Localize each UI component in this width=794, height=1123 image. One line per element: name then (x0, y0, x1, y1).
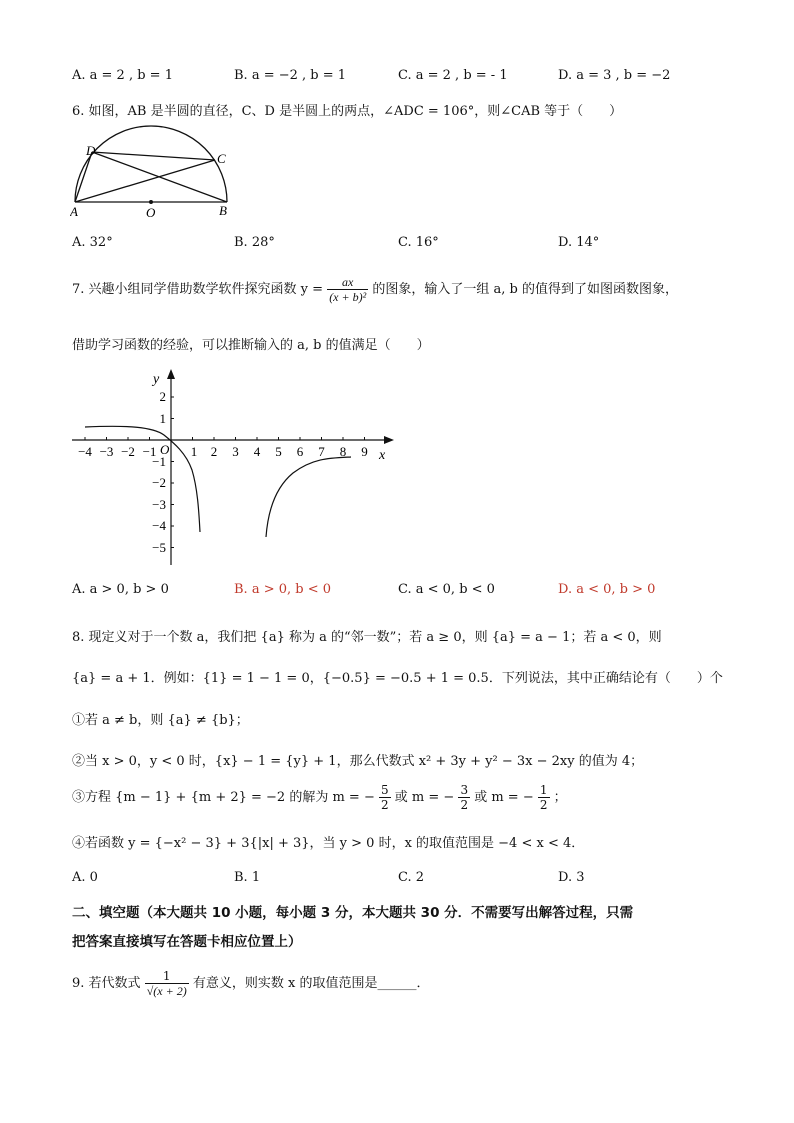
curve-right-branch (266, 457, 351, 537)
q7-stem (72, 272, 678, 308)
q6-semicircle-figure (70, 122, 240, 220)
q7-function-fraction (327, 275, 368, 304)
x-tick-label: 1 (190, 444, 198, 459)
x-tick-label: 8 (339, 444, 347, 459)
q7-option-a: A. a > 0, b > 0 (72, 582, 169, 597)
x-tick-label: 7 (318, 444, 325, 459)
q8-item3-mid1: 或 m = − (394, 790, 455, 805)
y-tick-label: −3 (152, 497, 166, 512)
fraction (458, 783, 470, 812)
frac-num: 5 (381, 783, 389, 797)
x-tick-label: −1 (142, 444, 157, 459)
q6-option-c: C. 16° (398, 235, 439, 250)
q5-option-a: A. a = 2 , b = 1 (72, 68, 173, 83)
y-tick-label: −1 (152, 454, 166, 469)
x-tick-label: 2 (210, 444, 218, 459)
frac-num: 1 (539, 783, 548, 797)
y-tick-label: 2 (159, 389, 166, 404)
q8-option-c: C. 2 (398, 870, 425, 885)
label-d: D (86, 143, 96, 158)
y-tick-label: −4 (152, 518, 166, 533)
frac-num: 1 (145, 969, 189, 984)
y-tick-label: 1 (159, 411, 166, 426)
q6-option-d: D. 14° (558, 235, 600, 250)
frac-num: 3 (460, 783, 469, 797)
q8-option-d: D. 3 (558, 870, 585, 885)
q7-option-c: C. a < 0, b < 0 (398, 582, 495, 597)
q7-stem-prefix: 7. 兴趣小组同学借助数学软件探究函数 y = (72, 282, 324, 297)
q5-option-d: D. a = 3 , b = −2 (558, 68, 671, 83)
label-b: B (219, 203, 227, 218)
q8-item3-mid2: 或 m = − (474, 790, 534, 805)
q7-frac-num: ax (327, 275, 368, 290)
q7-stem-suffix: 的图象，输入了一组 a, b 的值得到了如图函数图象， (372, 282, 678, 297)
curve-left-branch (85, 426, 200, 532)
x-tick-label: 3 (232, 444, 239, 459)
q6-stem: 6. 如图，AB 是半圆的直径，C、D 是半圆上的两点，∠ADC = 106°，则∠CAB 等于（ ） (72, 104, 623, 119)
q9-suffix: 有意义，则实数 x 的取值范围是______． (192, 976, 430, 991)
q8-item4: ④若函数 y = {−x² − 3} + 3{|x| + 3}，当 y > 0 时，x 的取值范围是 −4 < x < 4． (72, 836, 585, 851)
q8-item3-end: ； (553, 790, 567, 805)
q8-option-a: A. 0 (72, 870, 98, 885)
x-tick-label: 4 (253, 444, 261, 459)
q6-option-a: A. 32° (72, 235, 113, 250)
q8-option-b: B. 1 (234, 870, 261, 885)
q8-item2: ②当 x > 0，y < 0 时，{x} − 1 = {y} + 1，那么代数式 x² + 3y + y² − 3x − 2xy 的值为 4； (72, 754, 644, 769)
frac-den: √(x + 2) (146, 984, 187, 998)
origin-label: O (160, 442, 170, 457)
frac-den: 2 (460, 798, 469, 812)
q6-option-b: B. 28° (234, 235, 275, 250)
q7-option-d: D. a < 0, b > 0 (558, 582, 656, 597)
q5-option-b: B. a = −2 , b = 1 (234, 68, 347, 83)
x-tick-label: 9 (361, 444, 368, 459)
q7-option-b: B. a > 0, b < 0 (234, 582, 332, 597)
x-axis-label: x (379, 448, 386, 463)
x-tick-label: −2 (121, 444, 135, 459)
y-tick-label: −2 (152, 475, 166, 490)
section2-heading-line2: 把答案直接填写在答题卡相应位置上） (72, 934, 302, 950)
x-tick-label: −4 (78, 444, 92, 459)
q9-stem (72, 966, 429, 1002)
x-tick-label: 6 (296, 444, 304, 459)
label-o: O (146, 205, 156, 220)
q7-stem-line2: 借助学习函数的经验，可以推断输入的 a, b 的值满足（ ） (72, 338, 430, 353)
q9-prefix: 9. 若代数式 (72, 976, 141, 991)
q8-line2: {a} = a + 1．例如：{1} = 1 − 1 = 0，{−0.5} = −0.5 + 1 = 0.5．下列说法，其中正确结论有（ ）个 (72, 671, 723, 686)
frac-den: 2 (539, 798, 548, 812)
q5-option-c: C. a = 2 , b = - 1 (398, 68, 508, 83)
label-a: A (70, 204, 78, 219)
q7-frac-den: (x + b)² (329, 290, 367, 304)
x-tick-label: −3 (99, 444, 114, 459)
q8-item3-prefix: ③方程 {m − 1} + {m + 2} = −2 的解为 m = − (72, 790, 375, 805)
q8-item1: ①若 a ≠ b，则 {a} ≠ {b}； (72, 713, 249, 728)
fraction (538, 783, 550, 812)
q8-item3 (72, 780, 567, 816)
q9-fraction (145, 969, 189, 998)
q8-line1: 8. 现定义对于一个数 a，我们把 {a} 称为 a 的“邻一数”；若 a ≥ 0，则 {a} = a − 1；若 a < 0，则 (72, 630, 662, 645)
y-tick-label: −5 (152, 540, 166, 555)
frac-den: 2 (381, 798, 389, 812)
label-c: C (217, 151, 226, 166)
y-axis-label: y (153, 372, 160, 387)
fraction (379, 783, 391, 812)
section2-heading-line1: 二、填空题（本大题共 10 小题，每小题 3 分，本大题共 30 分．不需要写出解答过程，只需 (72, 905, 634, 921)
x-tick-label: 5 (275, 444, 282, 459)
q7-function-graph (68, 365, 398, 570)
